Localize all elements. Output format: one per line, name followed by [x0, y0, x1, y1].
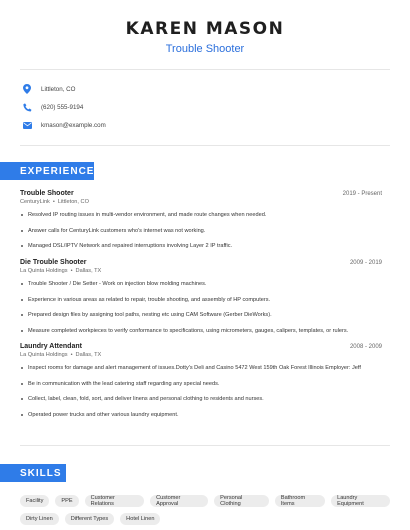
bullet-item: Prepared design files by assigning tool paths, nesting etc using CAM Software (Gerber DieWorks).	[20, 311, 382, 319]
job-company-line: CenturyLink • Littleton, CO	[20, 199, 89, 205]
job-title: Laundry Attendant	[20, 343, 82, 350]
skills-row	[20, 495, 390, 507]
skill-pill: Hotel Linen	[120, 513, 160, 525]
job-company-line: La Quinta Holdings • Dallas, TX	[20, 352, 102, 358]
job-title: Trouble Shooter	[20, 190, 74, 197]
candidate-name: KAREN MASON	[125, 19, 285, 39]
job-location: Dallas, TX	[75, 352, 102, 358]
skill-pill: Customer Approval	[150, 495, 208, 507]
skill-pill: Different Types	[65, 513, 114, 525]
skill-pill: Laundry Equipment	[331, 495, 390, 507]
skill-pill: Facility	[20, 495, 49, 507]
contact-location-text: Littleton, CO	[41, 85, 76, 93]
contact-email-text: kmason@example.com	[41, 121, 106, 129]
experience-heading: EXPERIENCE	[0, 162, 94, 180]
job-dates: 2008 - 2009	[349, 344, 382, 350]
bullet-item: Answer calls for CenturyLink customers who's internet was not working.	[20, 227, 382, 235]
contact-email	[22, 118, 222, 132]
job-company-line: La Quinta Holdings • Dallas, TX	[20, 268, 102, 274]
job-company: CenturyLink	[20, 199, 50, 205]
envelope-icon	[22, 120, 32, 130]
job-dates: 2019 - Present	[342, 191, 382, 197]
job-entry	[20, 190, 382, 258]
skill-pill: Bathroom Items	[275, 495, 325, 507]
job-entry	[20, 259, 382, 342]
bullet-item: Experience in various areas as related to repair, trouble shooting, and assembly of HP computers.	[20, 296, 382, 304]
location-pin-icon	[22, 84, 32, 94]
resume-header	[0, 19, 410, 56]
skill-pill: Personal Clothing	[214, 495, 269, 507]
skill-pill: PPE	[55, 495, 78, 507]
job-bullets	[20, 364, 382, 419]
job-company: La Quinta Holdings	[20, 352, 68, 358]
job-dates: 2009 - 2019	[349, 260, 382, 266]
divider	[20, 145, 390, 146]
phone-icon	[22, 102, 32, 112]
job-location: Littleton, CO	[57, 199, 89, 205]
bullet-item: Trouble Shooter / Die Setter - Work on injection blow molding machines.	[20, 280, 382, 288]
bullet-item: Managed DSL/IPTV Network and repaired interruptions involving Layer 2 IP traffic.	[20, 242, 382, 250]
job-bullets	[20, 280, 382, 335]
bullet-item: Measure completed workpieces to verify conformance to specifications, using micrometers, gauges, calipers, templates, or rulers.	[20, 327, 382, 335]
job-company: La Quinta Holdings	[20, 268, 68, 274]
divider	[20, 445, 390, 446]
job-title: Die Trouble Shooter	[20, 259, 87, 266]
job-entry	[20, 343, 382, 426]
skill-pill: Dirty Linen	[20, 513, 59, 525]
job-location: Dallas, TX	[75, 268, 102, 274]
contact-phone-text: (620) 555-9194	[41, 103, 84, 111]
contact-phone	[22, 100, 222, 114]
skill-pill: Customer Relations	[85, 495, 145, 507]
contact-location	[22, 82, 222, 96]
bullet-item: Collect, label, clean, fold, sort, and deliver linens and personal clothing to residents and nurses.	[20, 395, 382, 403]
bullet-item: Be in communication with the lead catering staff regarding any special needs.	[20, 380, 382, 388]
skills-list	[20, 495, 390, 530]
skills-row	[20, 513, 390, 525]
job-bullets	[20, 211, 382, 250]
bullet-item: Resolved IP routing issues in multi-vendor environment, and made route changes when needed.	[20, 211, 382, 219]
candidate-title: Trouble Shooter	[165, 43, 245, 55]
bullet-item: Operated power trucks and other various laundry equipment.	[20, 411, 382, 419]
skills-heading: SKILLS	[0, 464, 66, 482]
bullet-item: Inspect rooms for damage and alert management of issues.Dotty's Deli and Casino 5472 West 159th Oak Forest Illinois Employer: Jeff	[20, 364, 382, 372]
divider	[20, 69, 390, 70]
